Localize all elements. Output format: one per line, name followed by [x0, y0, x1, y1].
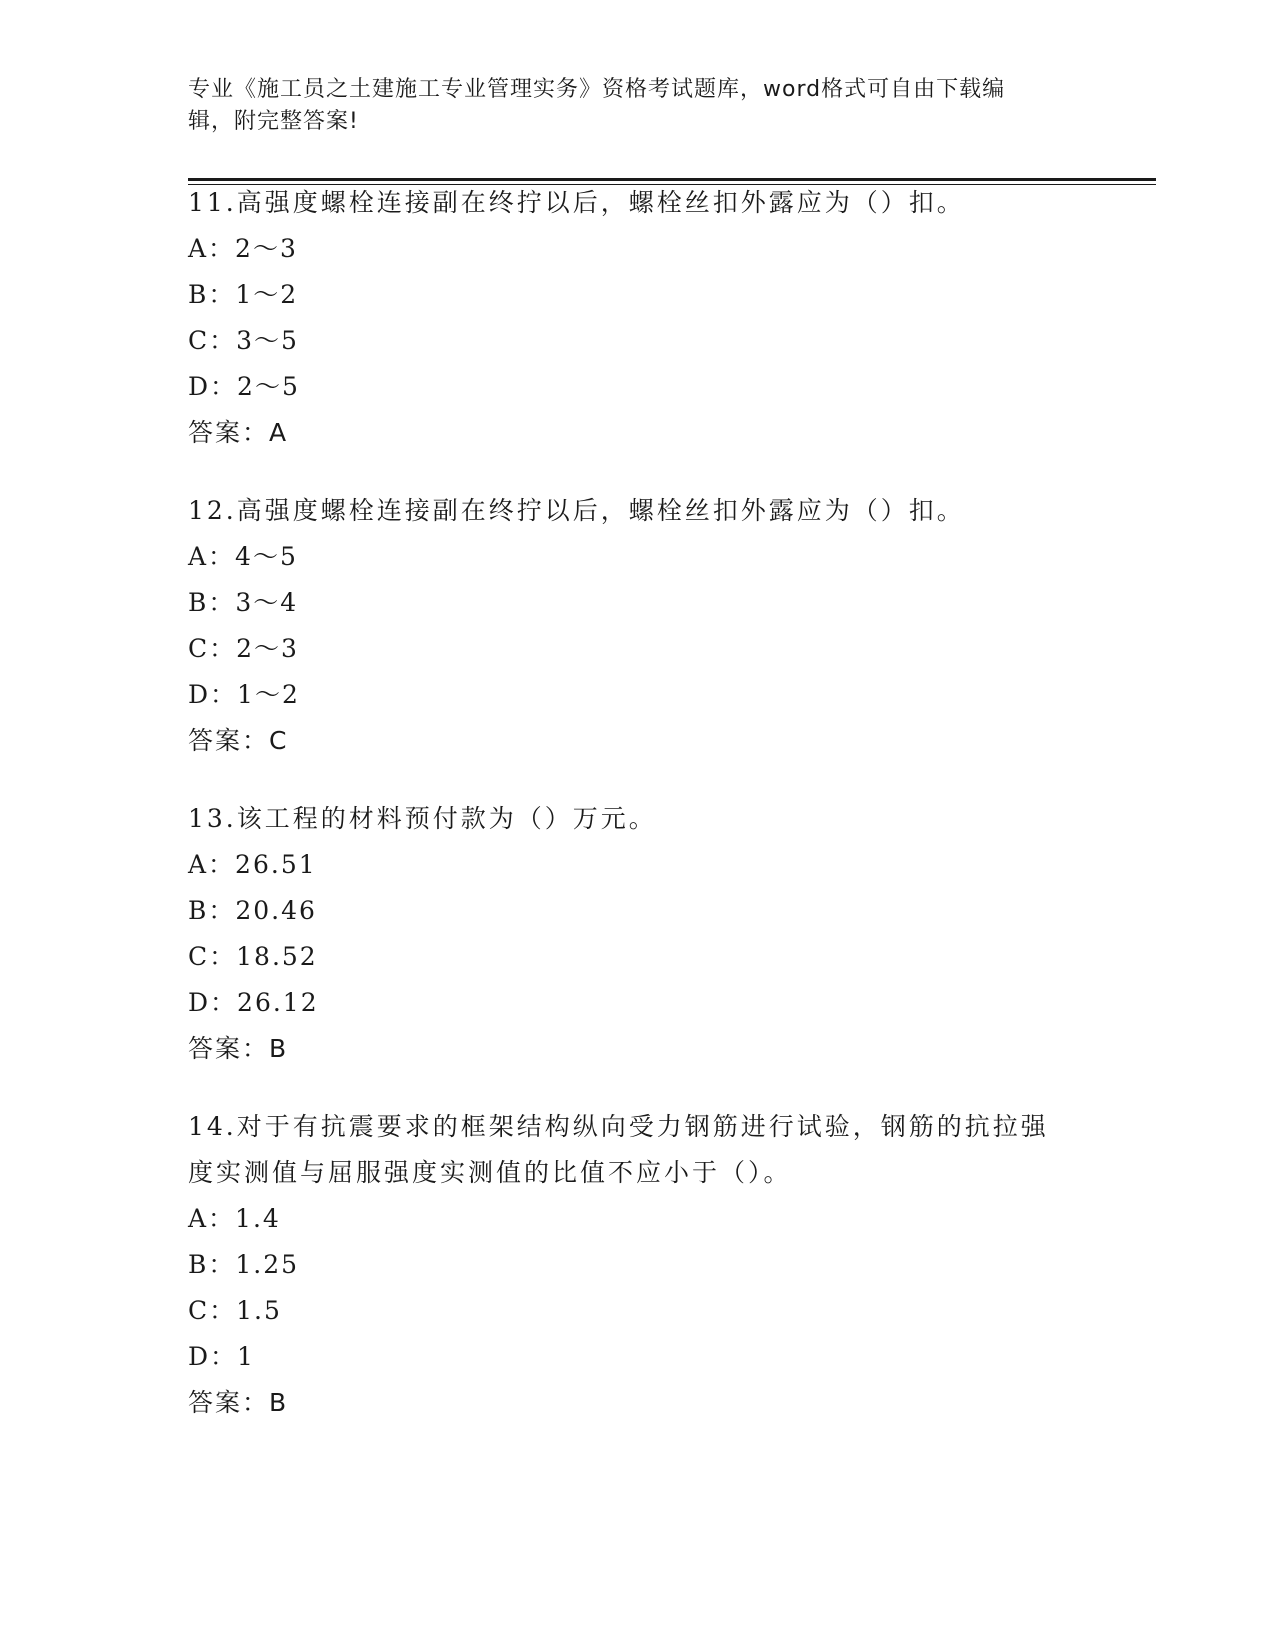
- option-d: D：1: [188, 1342, 255, 1371]
- header-line-1: 专业《施工员之土建施工专业管理实务》资格考试题库，word格式可自由下载编: [188, 77, 1006, 102]
- option-d: D：26.12: [188, 988, 319, 1017]
- option-d: D：1～2: [188, 680, 300, 709]
- option-c: C：2～3: [188, 634, 299, 663]
- document-header: [188, 74, 1088, 138]
- question-stem-line-2: 度实测值与屈服强度实测值的比值不应小于（）。: [188, 1158, 792, 1187]
- answer: 答案：B: [188, 1388, 289, 1417]
- question-12: [188, 488, 1088, 764]
- option-b: B：1～2: [188, 280, 299, 309]
- option-c: C：3～5: [188, 326, 299, 355]
- option-a: A：2～3: [188, 234, 298, 263]
- question-13: [188, 796, 1088, 1072]
- answer: 答案：C: [188, 726, 289, 755]
- option-c: C：1.5: [188, 1296, 282, 1325]
- option-a: A：1.4: [188, 1204, 281, 1233]
- answer: 答案：B: [188, 1034, 289, 1063]
- option-d: D：2～5: [188, 372, 300, 401]
- question-stem-line-1: 14.对于有抗震要求的框架结构纵向受力钢筋进行试验，钢筋的抗拉强: [188, 1112, 1049, 1141]
- header-line-2: 辑，附完整答案!: [188, 109, 359, 134]
- question-stem: 12.高强度螺栓连接副在终拧以后，螺栓丝扣外露应为（）扣。: [188, 496, 965, 525]
- question-stem: 11.高强度螺栓连接副在终拧以后，螺栓丝扣外露应为（）扣。: [188, 188, 965, 217]
- question-14: [188, 1104, 1088, 1426]
- option-b: B：1.25: [188, 1250, 300, 1279]
- option-b: B：3～4: [188, 588, 299, 617]
- answer: 答案：A: [188, 418, 289, 447]
- option-b: B：20.46: [188, 896, 317, 925]
- option-c: C：18.52: [188, 942, 318, 971]
- question-stem: 13.该工程的材料预付款为（）万元。: [188, 804, 657, 833]
- option-a: A：4～5: [188, 542, 298, 571]
- question-11: [188, 180, 1088, 456]
- option-a: A：26.51: [188, 850, 317, 879]
